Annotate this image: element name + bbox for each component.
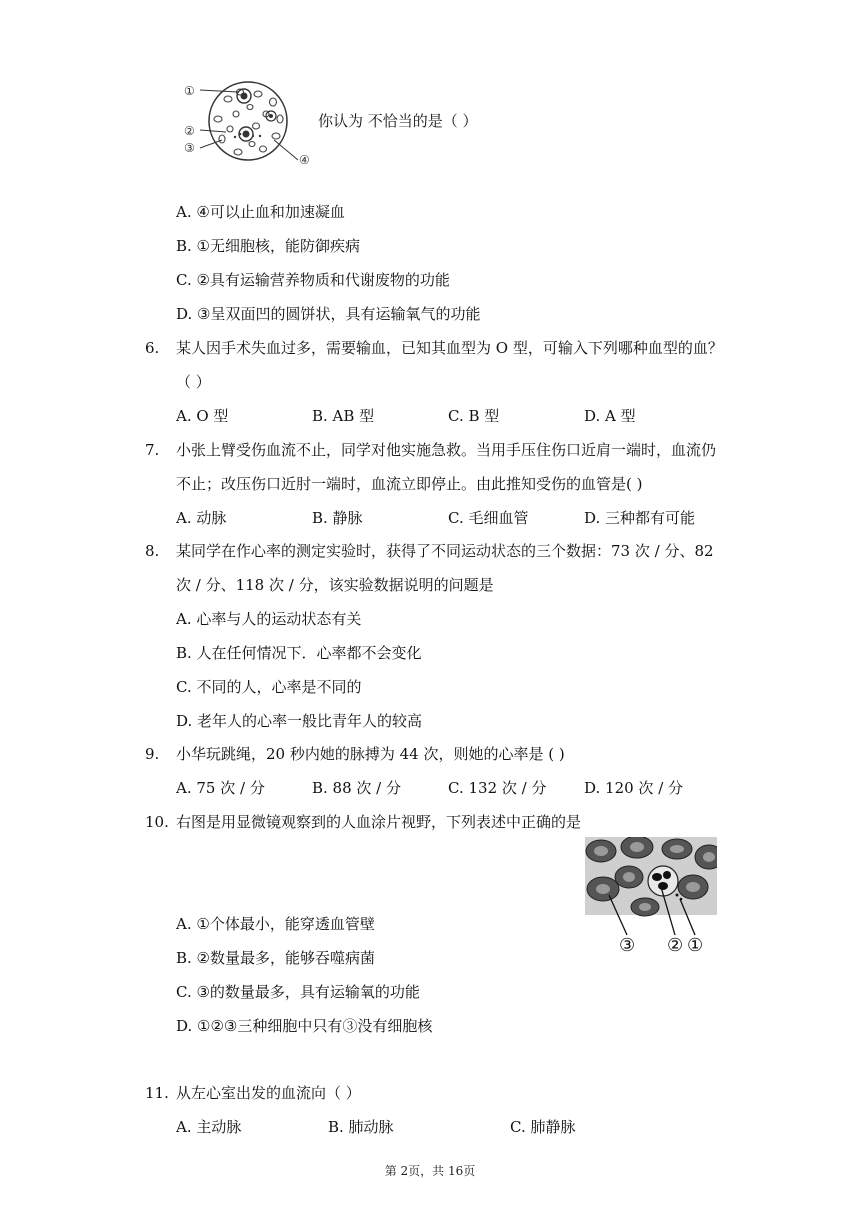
q6-line1: 某人因手术失血过多，需要输血，已知其血型为 O 型，可输入下列哪种血型的血？ [176,339,723,357]
q9-option-b: B. 88 次 / 分 [312,779,402,797]
fig5-label-3: ③ [184,141,195,155]
q11-option-a: A. 主动脉 [176,1118,242,1136]
q11-line1: 从左心室出发的血流向（ ） [176,1084,361,1102]
q8-option-c: C. 不同的人，心率是不同的 [176,678,362,696]
microscope-blood-smear-figure [585,837,717,957]
q9-number: 9. [145,745,160,763]
q5-option-b: B. ①无细胞核，能防御疾病 [176,237,361,255]
fig5-label-4: ④ [299,153,310,167]
q10-option-b: B. ②数量最多，能够吞噬病菌 [176,949,376,967]
q7-line1: 小张上臂受伤血流不止，同学对他实施急救。当用手压住伤口近肩一端时，血流仍 [176,441,717,459]
fig10-label-3: ③ [619,935,636,956]
q10-option-a: A. ①个体最小，能穿透血管壁 [176,915,375,933]
q8-line2: 次 / 分、118 次 / 分，该实验数据说明的问题是 [176,576,494,594]
q7-number: 7. [145,441,160,459]
q11-option-c: C. 肺静脉 [510,1118,576,1136]
q6-option-c: C. B 型 [448,407,500,425]
q9-option-d: D. 120 次 / 分 [584,779,684,797]
q10-number: 10. [145,813,169,831]
q6-line2: （ ） [176,373,211,391]
fig5-label-1: ① [184,84,195,98]
q8-option-b: B. 人在任何情况下．心率都不会变化 [176,644,422,662]
q9-line1: 小华玩跳绳，20 秒内她的脉搏为 44 次，则她的心率是 ( ) [176,745,565,763]
q8-option-a: A. 心率与人的运动状态有关 [176,610,362,628]
q7-option-b: B. 静脉 [312,509,363,527]
q9-option-c: C. 132 次 / 分 [448,779,547,797]
fig5-label-2: ② [184,124,195,138]
q7-option-c: C. 毛细血管 [448,509,529,527]
q6-option-a: A. O 型 [176,407,229,425]
page-footer: 第 2页，共 16页 [384,1164,476,1178]
q10-option-c: C. ③的数量最多，具有运输氧的功能 [176,983,420,1001]
q9-option-a: A. 75 次 / 分 [176,779,265,797]
q5-option-d: D. ③呈双面凹的圆饼状，具有运输氧气的功能 [176,305,481,323]
q8-line1: 某同学在作心率的测定实验时，获得了不同运动状态的三个数据：73 次 / 分、82 [176,542,714,560]
q5-option-a: A. ④可以止血和加速凝血 [176,203,345,221]
q10-line1: 右图是用显微镜观察到的人血涂片视野，下列表述中正确的是 [176,813,582,831]
q8-number: 8. [145,542,160,560]
blood-smear-figure [178,74,318,174]
fig10-label-2: ② [667,935,684,956]
q7-option-d: D. 三种都有可能 [584,509,696,527]
q8-option-d: D. 老年人的心率一般比青年人的较高 [176,712,423,730]
fig10-label-1: ① [687,935,704,956]
q11-number: 11. [145,1084,169,1102]
q10-option-d: D. ①②③三种细胞中只有③没有细胞核 [176,1017,433,1035]
q6-option-d: D. A 型 [584,407,636,425]
q6-option-b: B. AB 型 [312,407,375,425]
q7-option-a: A. 动脉 [176,509,227,527]
q11-option-b: B. 肺动脉 [328,1118,394,1136]
q7-line2: 不止；改压伤口近肘一端时，血流立即停止。由此推知受伤的血管是( ) [176,475,643,493]
q6-number: 6. [145,339,160,357]
q5-option-c: C. ②具有运输营养物质和代谢废物的功能 [176,271,450,289]
q5-prompt: 你认为 不恰当的是（ ） [318,112,478,130]
